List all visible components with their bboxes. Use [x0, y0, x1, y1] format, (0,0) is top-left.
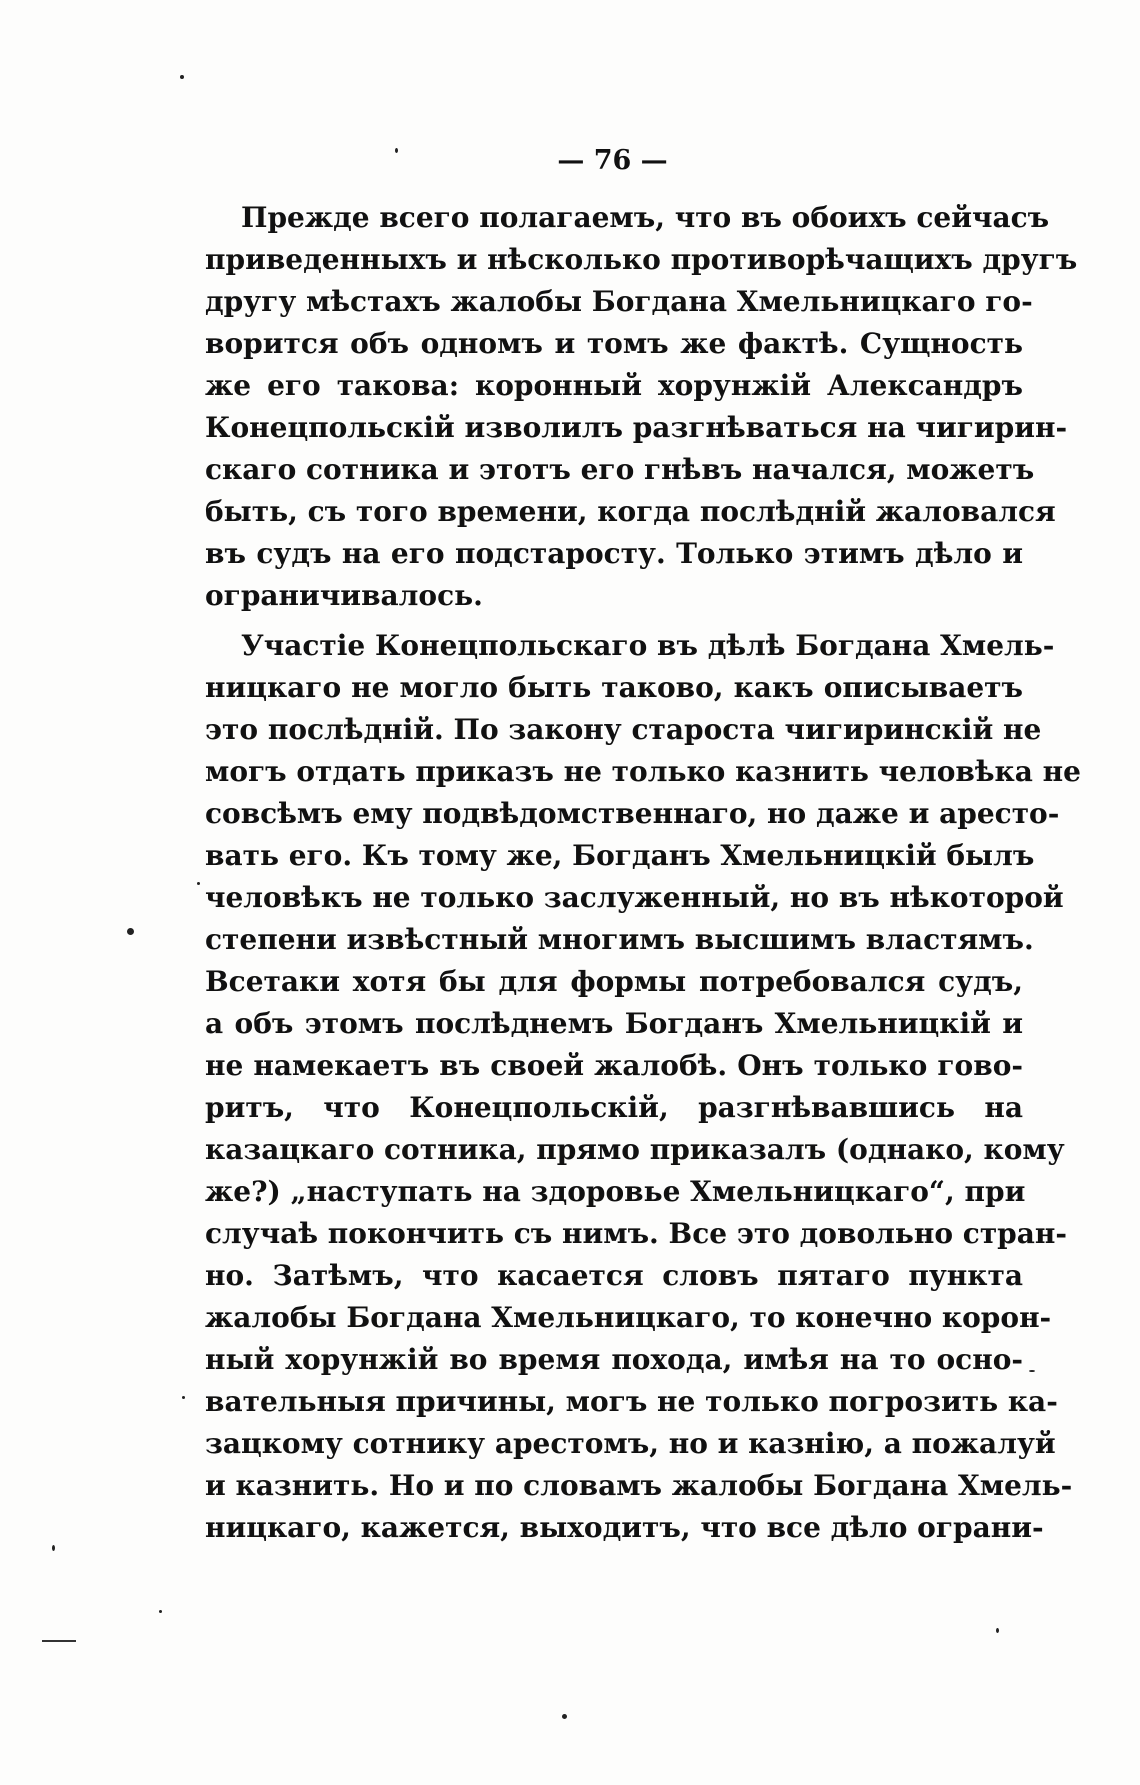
scan-speck: [127, 928, 134, 935]
text-line: скаго сотника и этотъ его гнѣвъ начался, можетъ: [205, 453, 1035, 486]
text-line: Всетаки хотя бы для формы потребовался судъ,: [205, 965, 1023, 998]
text-line: Прежде всего полагаемъ, что въ обоихъ сейчасъ: [241, 201, 1050, 234]
text-line: степени извѣстный многимъ высшимъ властямъ.: [205, 923, 1034, 956]
paragraph-2: [205, 625, 1081, 1549]
scan-speck: [197, 882, 200, 885]
text-line: и казнить. Но и по словамъ жалобы Богдана Хмель-: [205, 1469, 1073, 1502]
text-line: же его такова: коронный хорунжій Александръ: [205, 369, 1023, 402]
text-line: вательныя причины, могъ не только погрозить ка-: [205, 1385, 1058, 1418]
text-line: не намекаетъ въ своей жалобѣ. Онъ только гово-: [205, 1049, 1023, 1082]
text-line: совсѣмъ ему подвѣдомственнаго, но даже и аресто-: [205, 797, 1060, 830]
scan-speck: [1029, 1370, 1035, 1372]
page-number: — 76 —: [557, 145, 668, 176]
text-line: случаѣ покончить съ нимъ. Все это довольно стран-: [205, 1217, 1068, 1250]
text-line: зацкому сотнику арестомъ, но и казнію, а пожалуй: [205, 1427, 1056, 1460]
text-line: человѣкъ не только заслуженный, но въ нѣкоторой: [205, 881, 1064, 914]
text-line: же?) „наступать на здоровье Хмельницкаго“, при: [205, 1175, 1026, 1208]
text-line: ограничивалось.: [205, 579, 483, 612]
text-line: ворится объ одномъ и томъ же фактѣ. Сущность: [205, 327, 1023, 360]
scan-speck: [159, 1610, 162, 1613]
text-line: Участіе Конецпольскаго въ дѣлѣ Богдана Хмель-: [241, 629, 1055, 662]
scan-speck: [52, 1545, 55, 1551]
body-text: [205, 197, 1081, 1549]
text-line: ный хорунжій во время похода, имѣя на то осно-: [205, 1343, 1023, 1376]
text-line: быть, съ того времени, когда послѣдній жаловался: [205, 495, 1056, 528]
text-line: а объ этомъ послѣднемъ Богданъ Хмельницкій и: [205, 1007, 1023, 1040]
paragraph-1: [205, 197, 1078, 617]
text-line: въ судъ на его подстаросту. Только этимъ дѣло и: [205, 537, 1023, 570]
scan-speck: [996, 1628, 999, 1633]
text-line: приведенныхъ и нѣсколько противорѣчащихъ другъ: [205, 243, 1078, 276]
text-line: это послѣдній. По закону староста чигиринскій не: [205, 713, 1042, 746]
scan-speck: [180, 75, 184, 79]
scan-speck: [182, 1396, 185, 1399]
text-line: ницкаго, кажется, выходитъ, что все дѣло ограни-: [205, 1511, 1044, 1544]
text-line: Конецпольскій изволилъ разгнѣваться на чигирин-: [205, 411, 1068, 444]
text-line: другу мѣстахъ жалобы Богдана Хмельницкаго го-: [205, 285, 1033, 318]
text-line: вать его. Къ тому же, Богданъ Хмельницкій былъ: [205, 839, 1035, 872]
text-line: казацкаго сотника, прямо приказалъ (однако, кому: [205, 1133, 1065, 1166]
text-line: но. Затѣмъ, что касается словъ пятаго пункта: [205, 1259, 1023, 1292]
scan-speck: [395, 148, 398, 153]
text-line: ницкаго не могло быть таково, какъ описываетъ: [205, 671, 1023, 704]
scan-mark: [42, 1640, 76, 1642]
scan-speck: [562, 1714, 567, 1719]
text-line: жалобы Богдана Хмельницкаго, то конечно корон-: [205, 1301, 1052, 1334]
text-line: могъ отдать приказъ не только казнить человѣка не: [205, 755, 1081, 788]
text-line: ритъ, что Конецпольскій, разгнѣвавшись на: [205, 1091, 1023, 1124]
